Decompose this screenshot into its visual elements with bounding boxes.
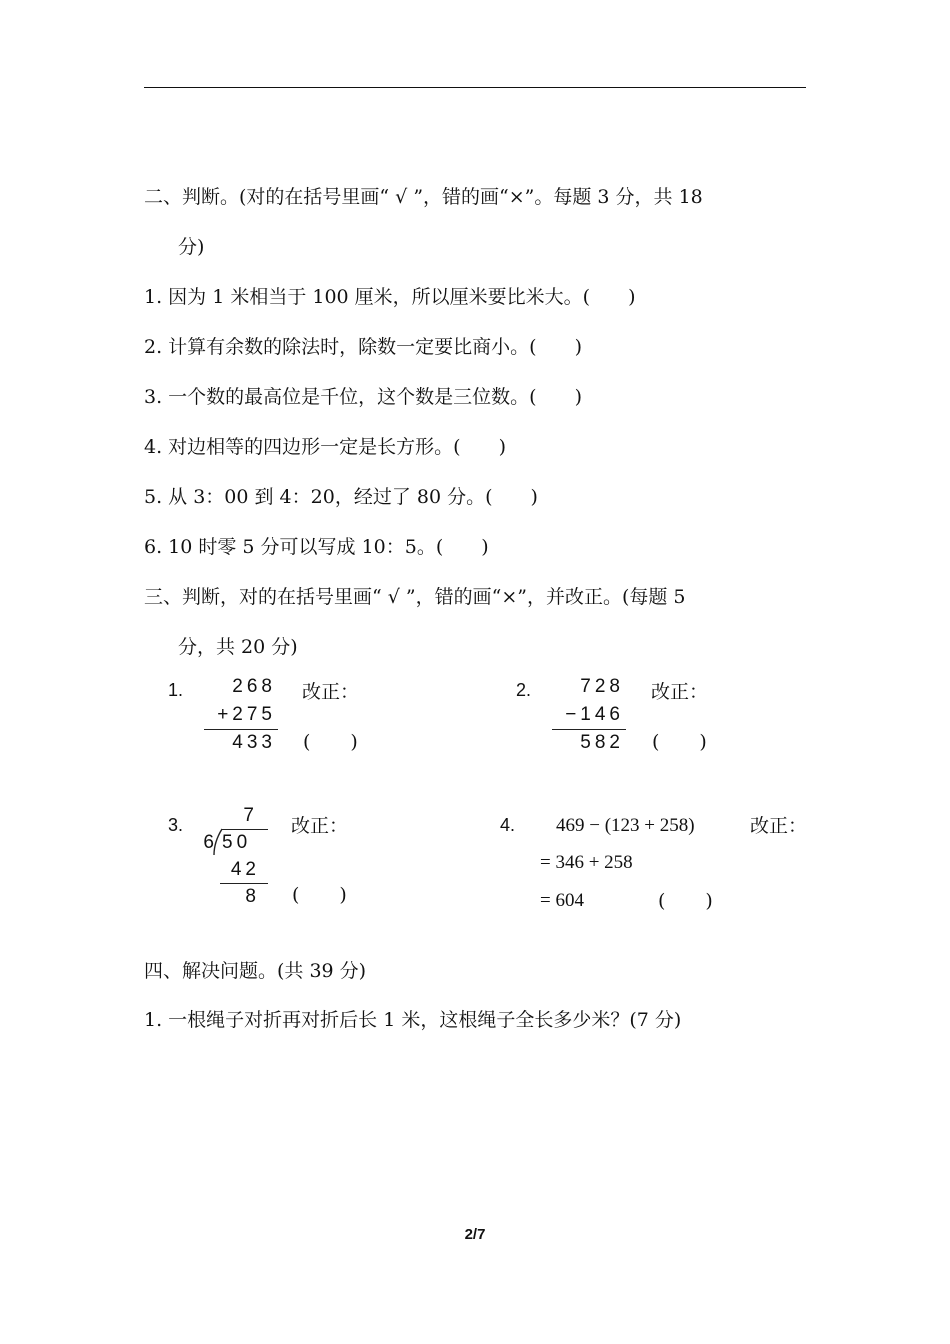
problem-4-fix-label: 改正： [750,815,808,837]
problem-4-step-1: = 346 + 258 [540,852,633,873]
problem-3-subtract-line [220,883,268,884]
problem-3-quotient: 7 [243,805,258,826]
problem-1-addend-1: 268 [232,676,276,697]
problem-1-answer-paren: ( ) [303,731,358,753]
section4-question-1: 1. 一根绳子对折再对折后长 1 米，这根绳子全长多少米？(7 分) [144,1009,682,1031]
header-rule [144,87,806,88]
problem-2-answer-paren: ( ) [652,731,707,753]
problem-1-result: 433 [232,732,276,753]
section2-heading-cont: 分) [178,236,205,258]
problem-2-fix-label: 改正： [651,681,709,703]
problem-2-diff-line [552,729,626,730]
problem-4-expression: 469 − (123 + 258) [556,815,695,836]
problem-3-remainder: 8 [245,886,260,907]
page-number: 2/7 [464,1226,486,1243]
judge-item-5: 5. 从 3：00 到 4：20，经过了 80 分。( ) [144,486,538,508]
section3-heading: 三、判断，对的在括号里画“ √ ”，错的画“×”，并改正。(每题 5 [144,586,686,608]
problem-2-number: 2. [516,680,532,700]
judge-item-6: 6. 10 时零 5 分可以写成 10：5。( ) [144,536,489,558]
problem-1-addend-2: +275 [217,704,276,725]
problem-1-number: 1. [168,680,184,700]
problem-3-divisor: 6 [203,832,214,853]
judge-item-1: 1. 因为 1 米相当于 100 厘米，所以厘米要比米大。( ) [144,286,636,308]
section3-heading-cont: 分，共 20 分) [178,636,298,658]
judge-item-4: 4. 对边相等的四边形一定是长方形。( ) [144,436,507,458]
section2-heading: 二、判断。(对的在括号里画“ √ ”，错的画“×”。每题 3 分，共 18 [144,186,703,208]
problem-3-answer-paren: ( ) [292,884,347,906]
problem-4-step-2: = 604 [540,890,584,911]
problem-1-sum-line [204,729,278,730]
problem-3-number: 3. [168,815,184,835]
problem-2-result: 582 [580,732,624,753]
problem-1-fix-label: 改正： [302,681,360,703]
problem-2-subtrahend: −146 [565,704,624,725]
problem-3-dividend: 50 [222,832,252,853]
judge-item-3: 3. 一个数的最高位是千位，这个数是三位数。( ) [144,386,583,408]
section4-heading: 四、解决问题。(共 39 分) [144,960,367,982]
problem-2-minuend: 728 [580,676,624,697]
problem-3-division-bar [222,829,268,830]
problem-3-fix-label: 改正： [291,815,349,837]
problem-4-answer-paren: ( ) [658,890,713,912]
problem-3-product: 42 [230,859,260,880]
judge-item-2: 2. 计算有余数的除法时，除数一定要比商小。( ) [144,336,583,358]
problem-4-number: 4. [500,815,516,835]
